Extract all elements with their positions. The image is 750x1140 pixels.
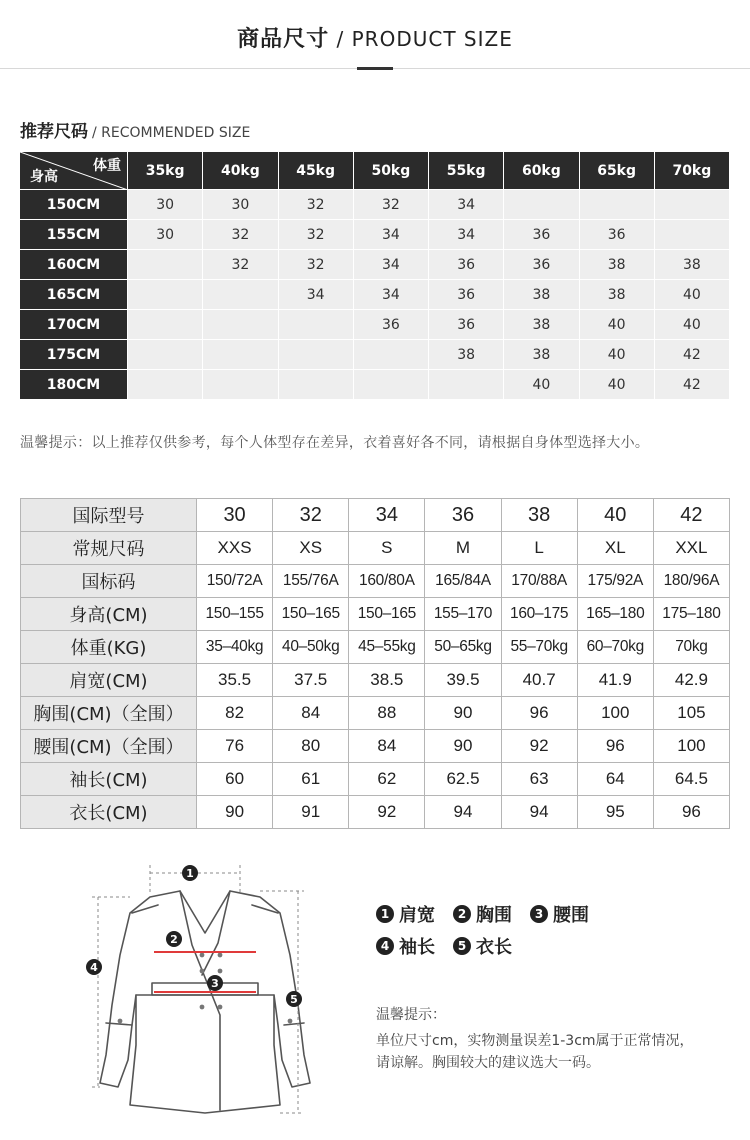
table-cell — [354, 370, 429, 400]
table-cell: 92 — [349, 796, 425, 829]
row-label: 衣长(CM) — [21, 796, 197, 829]
recommended-size-table — [20, 152, 730, 400]
weight-header: 40kg — [203, 152, 278, 190]
table-cell: 175/92A — [577, 565, 653, 598]
coat-measurement-diagram — [70, 855, 340, 1125]
marker-4 — [86, 959, 102, 975]
table-cell: 42 — [655, 340, 730, 370]
table-cell: 40 — [580, 370, 655, 400]
svg-text:4: 4 — [90, 961, 98, 974]
legend-item — [453, 901, 512, 927]
table-row — [20, 310, 730, 340]
table-cell: S — [349, 532, 425, 565]
table-cell: 38 — [504, 280, 579, 310]
table-cell: 50–65kg — [425, 631, 501, 664]
table-cell: 39.5 — [425, 664, 501, 697]
number-2-icon: 2 — [453, 905, 471, 923]
table-cell: 36 — [580, 220, 655, 250]
legend-label: 肩宽 — [399, 905, 435, 926]
marker-3 — [207, 975, 223, 991]
row-label: 胸围(CM)（全围） — [21, 697, 197, 730]
row-label: 常规尺码 — [21, 532, 197, 565]
table-cell: 36 — [504, 250, 579, 280]
table-row — [20, 340, 730, 370]
legend-item — [376, 901, 435, 927]
table-cell: 62.5 — [425, 763, 501, 796]
table-cell: 40 — [580, 340, 655, 370]
legend-label: 衣长 — [476, 937, 512, 958]
weight-header: 45kg — [279, 152, 354, 190]
table-cell: 62 — [349, 763, 425, 796]
table-cell: 170/88A — [501, 565, 577, 598]
table-cell — [128, 370, 203, 400]
table-cell: 38 — [429, 340, 504, 370]
page-title-en: PRODUCT SIZE — [351, 27, 513, 51]
table-cell: 32 — [203, 220, 278, 250]
recommendation-tip: 温馨提示：以上推荐仅供参考，每个人体型存在差异，衣着喜好各不同，请根据自身体型选择大小。 — [20, 435, 650, 451]
table-cell: XXL — [653, 532, 729, 565]
table-cell: 91 — [273, 796, 349, 829]
table-cell: 95 — [577, 796, 653, 829]
table-row — [21, 598, 730, 631]
table-row — [21, 730, 730, 763]
table-cell: 150/72A — [197, 565, 273, 598]
table-cell: 40 — [655, 310, 730, 340]
table-cell: 30 — [128, 190, 203, 220]
note-body: 单位尺寸cm，实物测量误差1-3cm属于正常情况，请谅解。胸围较大的建议选大一码。 — [376, 1033, 694, 1071]
table-cell: 38 — [580, 250, 655, 280]
table-cell: 64 — [577, 763, 653, 796]
table-cell: 175–180 — [653, 598, 729, 631]
table-cell: XXS — [197, 532, 273, 565]
table-cell: 30 — [128, 220, 203, 250]
table-cell: 34 — [429, 190, 504, 220]
table-cell: 90 — [197, 796, 273, 829]
corner-height-label: 身高 — [30, 169, 58, 185]
note-title: 温馨提示： — [376, 1007, 446, 1023]
table-cell: 150–165 — [349, 598, 425, 631]
table-cell — [203, 310, 278, 340]
table-row — [21, 796, 730, 829]
svg-text:1: 1 — [186, 867, 194, 880]
table-cell — [203, 280, 278, 310]
table-cell: 165/84A — [425, 565, 501, 598]
table-cell — [128, 310, 203, 340]
number-3-icon: 3 — [530, 905, 548, 923]
measurement-legend — [376, 898, 607, 962]
table-cell: 40 — [580, 310, 655, 340]
weight-header: 50kg — [354, 152, 429, 190]
table-cell: 40 — [504, 370, 579, 400]
table-cell: 38 — [504, 310, 579, 340]
page-title — [0, 22, 750, 53]
table-cell: 34 — [279, 280, 354, 310]
table-cell: 180/96A — [653, 565, 729, 598]
table-cell: 42.9 — [653, 664, 729, 697]
height-header: 150CM — [20, 190, 128, 220]
table-cell: 76 — [197, 730, 273, 763]
legend-label: 袖长 — [399, 937, 435, 958]
table-cell — [655, 220, 730, 250]
table-cell: 40 — [577, 499, 653, 532]
table-cell: 32 — [203, 250, 278, 280]
table-cell: 34 — [349, 499, 425, 532]
table-cell: 100 — [653, 730, 729, 763]
table-cell: 64.5 — [653, 763, 729, 796]
table-cell: 30 — [197, 499, 273, 532]
table-row — [20, 370, 730, 400]
table-cell: 60–70kg — [577, 631, 653, 664]
row-label: 袖长(CM) — [21, 763, 197, 796]
table-cell: 34 — [354, 250, 429, 280]
table-cell: 165–180 — [577, 598, 653, 631]
recommended-header-row — [20, 152, 730, 190]
table-cell: 42 — [653, 499, 729, 532]
table-cell: 150–165 — [273, 598, 349, 631]
table-row — [21, 532, 730, 565]
weight-header: 35kg — [128, 152, 203, 190]
measure-guides — [92, 865, 304, 1113]
header-accent-bar — [357, 67, 393, 70]
table-cell: 150–155 — [197, 598, 273, 631]
coat-buttons — [118, 953, 293, 1024]
table-cell — [504, 190, 579, 220]
table-cell: 40.7 — [501, 664, 577, 697]
table-cell: 60 — [197, 763, 273, 796]
table-cell: 155–170 — [425, 598, 501, 631]
recommended-title — [20, 117, 250, 142]
table-cell: 36 — [504, 220, 579, 250]
table-cell — [203, 370, 278, 400]
size-spec-table — [20, 498, 730, 829]
table-cell: 32 — [354, 190, 429, 220]
legend-item — [530, 901, 589, 927]
svg-text:2: 2 — [170, 933, 178, 946]
table-cell: 36 — [425, 499, 501, 532]
table-cell: 34 — [354, 280, 429, 310]
svg-text:3: 3 — [211, 977, 219, 990]
table-cell: 37.5 — [273, 664, 349, 697]
height-header: 155CM — [20, 220, 128, 250]
table-cell: 45–55kg — [349, 631, 425, 664]
marker-5 — [286, 991, 302, 1007]
table-cell: 90 — [425, 697, 501, 730]
table-cell: 61 — [273, 763, 349, 796]
table-row — [21, 697, 730, 730]
corner-weight-label: 体重 — [93, 158, 121, 174]
table-cell — [279, 370, 354, 400]
corner-cell — [20, 152, 128, 190]
row-label: 腰围(CM)（全围） — [21, 730, 197, 763]
table-cell: 30 — [203, 190, 278, 220]
legend-item — [453, 933, 512, 959]
row-label: 身高(CM) — [21, 598, 197, 631]
row-label: 肩宽(CM) — [21, 664, 197, 697]
table-cell: 90 — [425, 730, 501, 763]
table-cell: 34 — [429, 220, 504, 250]
table-cell — [655, 190, 730, 220]
coat-outline — [100, 891, 310, 1113]
row-label: 体重(KG) — [21, 631, 197, 664]
table-cell: 94 — [501, 796, 577, 829]
table-row — [21, 565, 730, 598]
page-title-cn: 商品尺寸 — [237, 27, 330, 52]
table-cell: XS — [273, 532, 349, 565]
table-cell: 35.5 — [197, 664, 273, 697]
table-cell — [279, 340, 354, 370]
height-header: 160CM — [20, 250, 128, 280]
table-cell: 92 — [501, 730, 577, 763]
legend-row — [376, 898, 607, 930]
height-header: 175CM — [20, 340, 128, 370]
height-header: 170CM — [20, 310, 128, 340]
table-cell: 32 — [279, 220, 354, 250]
recommended-title-cn: 推荐尺码 — [20, 122, 88, 142]
weight-header: 55kg — [429, 152, 504, 190]
number-5-icon: 5 — [453, 937, 471, 955]
table-cell: 84 — [273, 697, 349, 730]
table-cell — [354, 340, 429, 370]
height-header: 180CM — [20, 370, 128, 400]
marker-2 — [166, 931, 182, 947]
page-title-sep: / — [329, 27, 352, 51]
table-cell — [203, 340, 278, 370]
table-cell: 41.9 — [577, 664, 653, 697]
table-row — [20, 190, 730, 220]
weight-header: 70kg — [655, 152, 730, 190]
legend-item — [376, 933, 435, 959]
table-row — [21, 763, 730, 796]
table-cell: 82 — [197, 697, 273, 730]
table-row — [21, 499, 730, 532]
row-label: 国标码 — [21, 565, 197, 598]
table-cell: 96 — [577, 730, 653, 763]
table-cell — [128, 340, 203, 370]
table-cell: 38 — [501, 499, 577, 532]
svg-text:5: 5 — [290, 993, 298, 1006]
number-4-icon: 4 — [376, 937, 394, 955]
table-cell — [279, 310, 354, 340]
table-cell: 36 — [429, 310, 504, 340]
table-cell: 84 — [349, 730, 425, 763]
table-cell: 36 — [429, 280, 504, 310]
table-cell: 40–50kg — [273, 631, 349, 664]
height-header: 165CM — [20, 280, 128, 310]
table-cell: 36 — [354, 310, 429, 340]
table-cell: 105 — [653, 697, 729, 730]
table-cell: 32 — [279, 190, 354, 220]
table-cell: 96 — [501, 697, 577, 730]
table-cell — [580, 190, 655, 220]
table-row — [20, 250, 730, 280]
table-cell — [128, 250, 203, 280]
table-cell: M — [425, 532, 501, 565]
table-cell: 32 — [273, 499, 349, 532]
table-cell: 70kg — [653, 631, 729, 664]
table-cell: 42 — [655, 370, 730, 400]
legend-row — [376, 930, 607, 962]
table-cell: 38 — [655, 250, 730, 280]
table-cell: L — [501, 532, 577, 565]
weight-header: 65kg — [580, 152, 655, 190]
table-cell: 160–175 — [501, 598, 577, 631]
table-row — [21, 664, 730, 697]
table-cell: 38 — [504, 340, 579, 370]
table-cell: 32 — [279, 250, 354, 280]
table-cell: 38.5 — [349, 664, 425, 697]
recommended-title-en: / RECOMMENDED SIZE — [92, 125, 251, 141]
table-row — [20, 220, 730, 250]
marker-1 — [182, 865, 198, 881]
table-cell: 88 — [349, 697, 425, 730]
table-cell: 155/76A — [273, 565, 349, 598]
weight-header: 60kg — [504, 152, 579, 190]
row-label: 国际型号 — [21, 499, 197, 532]
number-1-icon: 1 — [376, 905, 394, 923]
table-row — [21, 631, 730, 664]
legend-label: 胸围 — [476, 905, 512, 926]
table-cell: 160/80A — [349, 565, 425, 598]
table-cell: 36 — [429, 250, 504, 280]
table-cell: 63 — [501, 763, 577, 796]
table-cell: 96 — [653, 796, 729, 829]
table-cell: 40 — [655, 280, 730, 310]
table-cell: 100 — [577, 697, 653, 730]
table-cell: 38 — [580, 280, 655, 310]
table-cell: 80 — [273, 730, 349, 763]
table-cell: 34 — [354, 220, 429, 250]
legend-label: 腰围 — [553, 905, 589, 926]
table-row — [20, 280, 730, 310]
table-cell: 35–40kg — [197, 631, 273, 664]
table-cell — [429, 370, 504, 400]
measure-lines — [154, 952, 256, 992]
table-cell: XL — [577, 532, 653, 565]
table-cell — [128, 280, 203, 310]
table-cell: 94 — [425, 796, 501, 829]
table-cell: 55–70kg — [501, 631, 577, 664]
